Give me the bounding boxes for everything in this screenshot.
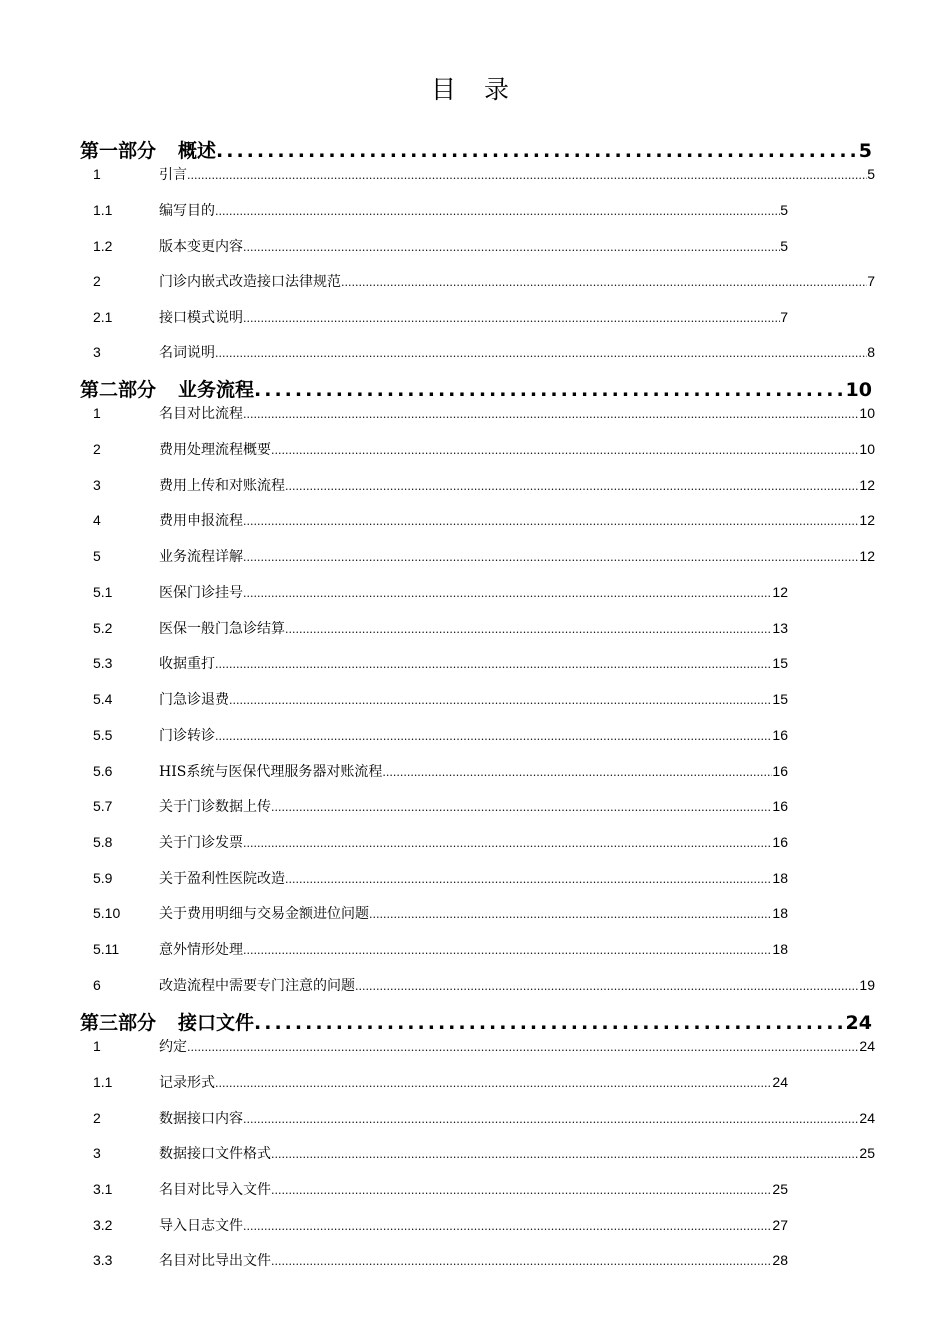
page-number: 16 [772, 834, 788, 850]
page-number: 16 [772, 727, 788, 743]
leader-dots [243, 408, 859, 421]
page-number: 5 [780, 202, 788, 218]
page-number: 10 [845, 379, 872, 401]
leader-dots [243, 587, 772, 600]
toc-entry[interactable] [93, 510, 875, 530]
section-title: 费用处理流程概要 [159, 442, 271, 458]
leader-dots [215, 730, 772, 743]
page-number: 10 [859, 441, 875, 457]
section-number: 1.1 [93, 202, 113, 218]
toc-entry[interactable] [93, 307, 788, 327]
toc-entry[interactable] [93, 200, 788, 220]
section-title: 门诊转诊 [159, 728, 215, 744]
toc-entry[interactable] [93, 618, 788, 638]
leader-dots [187, 1041, 859, 1054]
page-number: 24 [859, 1110, 875, 1126]
section-title: 引言 [159, 167, 187, 183]
section-title: HIS系统与医保代理服务器对账流程 [159, 764, 383, 780]
section-title: 导入日志文件 [159, 1218, 243, 1234]
section-title: 医保一般门急诊结算 [159, 621, 285, 637]
leader-dots [216, 140, 859, 162]
page-number: 10 [859, 405, 875, 421]
toc-entry[interactable] [93, 546, 875, 566]
section-number: 3.3 [93, 1252, 113, 1268]
page-number: 12 [859, 548, 875, 564]
section-number: 3 [93, 1145, 101, 1161]
toc-entry[interactable] [93, 1072, 788, 1092]
section-title: 记录形式 [159, 1075, 215, 1091]
leader-dots [355, 980, 859, 993]
toc-entry[interactable] [93, 1036, 875, 1056]
page-number: 25 [772, 1181, 788, 1197]
toc-entry[interactable] [93, 403, 875, 423]
leader-dots [285, 873, 772, 886]
page-number: 5 [867, 166, 875, 182]
leader-dots [243, 515, 859, 528]
section-number: 1.1 [93, 1074, 113, 1090]
page-number: 15 [772, 691, 788, 707]
leader-dots [285, 623, 772, 636]
leader-dots [271, 801, 772, 814]
toc-entry[interactable] [93, 582, 788, 602]
leader-dots [243, 944, 772, 957]
section-title: 门诊内嵌式改造接口法律规范 [159, 274, 341, 290]
toc-entry[interactable] [93, 832, 788, 852]
section-title: 数据接口内容 [159, 1111, 243, 1127]
section-number: 5.11 [93, 941, 120, 957]
leader-dots [243, 1113, 859, 1126]
page-number: 7 [780, 309, 788, 325]
page-number: 5 [780, 238, 788, 254]
section-title: 版本变更内容 [159, 239, 243, 255]
section-title: 接口模式说明 [159, 310, 243, 326]
leader-dots [341, 276, 867, 289]
page-number: 16 [772, 798, 788, 814]
part-label: 第一部分 [80, 140, 157, 162]
leader-dots [271, 1148, 859, 1161]
page-number: 18 [772, 941, 788, 957]
toc-entry[interactable] [93, 689, 788, 709]
section-number: 5.6 [93, 763, 113, 779]
leader-dots [215, 658, 772, 671]
section-number: 3 [93, 344, 101, 360]
leader-dots [271, 1255, 772, 1268]
section-number: 5.3 [93, 655, 113, 671]
leader-dots [382, 766, 772, 779]
section-number: 5.5 [93, 727, 113, 743]
toc-entry[interactable] [93, 868, 788, 888]
section-title: 收据重打 [159, 656, 215, 672]
section-number: 2 [93, 441, 101, 457]
section-number: 6 [93, 977, 101, 993]
section-number: 2 [93, 1110, 101, 1126]
toc-entry[interactable] [93, 1108, 875, 1128]
toc-entry[interactable] [93, 1179, 788, 1199]
section-title: 关于盈利性医院改造 [159, 871, 285, 887]
toc-entry[interactable] [93, 903, 788, 923]
leader-dots [243, 312, 780, 325]
page-title: 目 录 [431, 75, 519, 104]
section-number: 3.1 [93, 1181, 113, 1197]
part-title: 业务流程 [178, 379, 255, 401]
page-number: 18 [772, 905, 788, 921]
toc-part-heading[interactable] [80, 136, 872, 163]
section-title: 名词说明 [159, 345, 215, 361]
page-number: 12 [859, 512, 875, 528]
section-number: 5.2 [93, 620, 113, 636]
section-title: 业务流程详解 [159, 549, 243, 565]
toc-entry[interactable] [93, 164, 875, 184]
part-label: 第二部分 [80, 379, 157, 401]
leader-dots [187, 169, 867, 182]
toc-entry[interactable] [93, 975, 875, 995]
part-label: 第三部分 [80, 1012, 157, 1034]
section-number: 2.1 [93, 309, 113, 325]
section-number: 5.7 [93, 798, 113, 814]
section-title: 费用申报流程 [159, 513, 243, 529]
section-title: 关于费用明细与交易金额进位问题 [159, 906, 369, 922]
page-number: 13 [772, 620, 788, 636]
toc-part-heading[interactable] [80, 375, 872, 402]
section-title: 费用上传和对账流程 [159, 478, 285, 494]
toc-entry[interactable] [93, 475, 875, 495]
page-number: 12 [859, 477, 875, 493]
leader-dots [215, 1077, 772, 1090]
section-title: 关于门诊发票 [159, 835, 243, 851]
section-number: 3.2 [93, 1217, 113, 1233]
section-number: 1.2 [93, 238, 113, 254]
leader-dots [243, 551, 859, 564]
section-number: 5.4 [93, 691, 113, 707]
part-title: 概述 [178, 140, 217, 162]
leader-dots [271, 1184, 772, 1197]
section-number: 5.8 [93, 834, 113, 850]
leader-dots [229, 694, 772, 707]
section-title: 医保门诊挂号 [159, 585, 243, 601]
section-number: 4 [93, 512, 101, 528]
page-number: 19 [859, 977, 875, 993]
section-number: 2 [93, 273, 101, 289]
page-number: 27 [772, 1217, 788, 1233]
leader-dots [285, 480, 859, 493]
section-title: 意外情形处理 [159, 942, 243, 958]
toc-entry[interactable] [93, 939, 788, 959]
toc-entry[interactable] [93, 439, 875, 459]
section-title: 编写目的 [159, 203, 215, 219]
toc-entry[interactable] [93, 236, 788, 256]
leader-dots [369, 908, 772, 921]
section-title: 约定 [159, 1039, 187, 1055]
leader-dots [215, 205, 780, 218]
toc-entry[interactable] [93, 1143, 875, 1163]
section-title: 数据接口文件格式 [159, 1146, 271, 1162]
page-number: 24 [859, 1038, 875, 1054]
page-number: 7 [867, 273, 875, 289]
section-title: 改造流程中需要专门注意的问题 [159, 978, 355, 994]
toc-entry[interactable] [93, 271, 875, 291]
part-title: 接口文件 [178, 1012, 255, 1034]
page-number: 16 [772, 763, 788, 779]
section-title: 名目对比导出文件 [159, 1253, 271, 1269]
toc-entry[interactable] [93, 725, 788, 745]
toc-entry[interactable] [93, 1215, 788, 1235]
toc-entry[interactable] [93, 653, 788, 673]
section-title: 关于门诊数据上传 [159, 799, 271, 815]
toc-entry[interactable] [93, 761, 788, 781]
page-number: 15 [772, 655, 788, 671]
leader-dots [243, 241, 780, 254]
page-number: 12 [772, 584, 788, 600]
section-number: 1 [93, 405, 101, 421]
leader-dots [243, 1220, 772, 1233]
section-number: 5.1 [93, 584, 113, 600]
page-number: 5 [858, 140, 872, 162]
section-number: 5.10 [93, 905, 121, 921]
leader-dots [254, 1012, 846, 1034]
section-number: 3 [93, 477, 101, 493]
page-number: 28 [772, 1252, 788, 1268]
toc-entry[interactable] [93, 1250, 788, 1270]
section-title: 门急诊退费 [159, 692, 229, 708]
toc-part-heading[interactable] [80, 1008, 872, 1035]
toc-entry[interactable] [93, 342, 875, 362]
leader-dots [254, 379, 846, 401]
page-number: 24 [845, 1012, 872, 1034]
page-number: 24 [772, 1074, 788, 1090]
leader-dots [243, 837, 772, 850]
page-number: 25 [859, 1145, 875, 1161]
leader-dots [215, 347, 867, 360]
section-number: 5 [93, 548, 101, 564]
section-number: 1 [93, 1038, 101, 1054]
section-title: 名目对比导入文件 [159, 1182, 271, 1198]
leader-dots [271, 444, 859, 457]
page-number: 18 [772, 870, 788, 886]
section-number: 1 [93, 166, 101, 182]
page-number: 8 [867, 344, 875, 360]
section-number: 5.9 [93, 870, 113, 886]
toc-entry[interactable] [93, 796, 788, 816]
section-title: 名目对比流程 [159, 406, 243, 422]
